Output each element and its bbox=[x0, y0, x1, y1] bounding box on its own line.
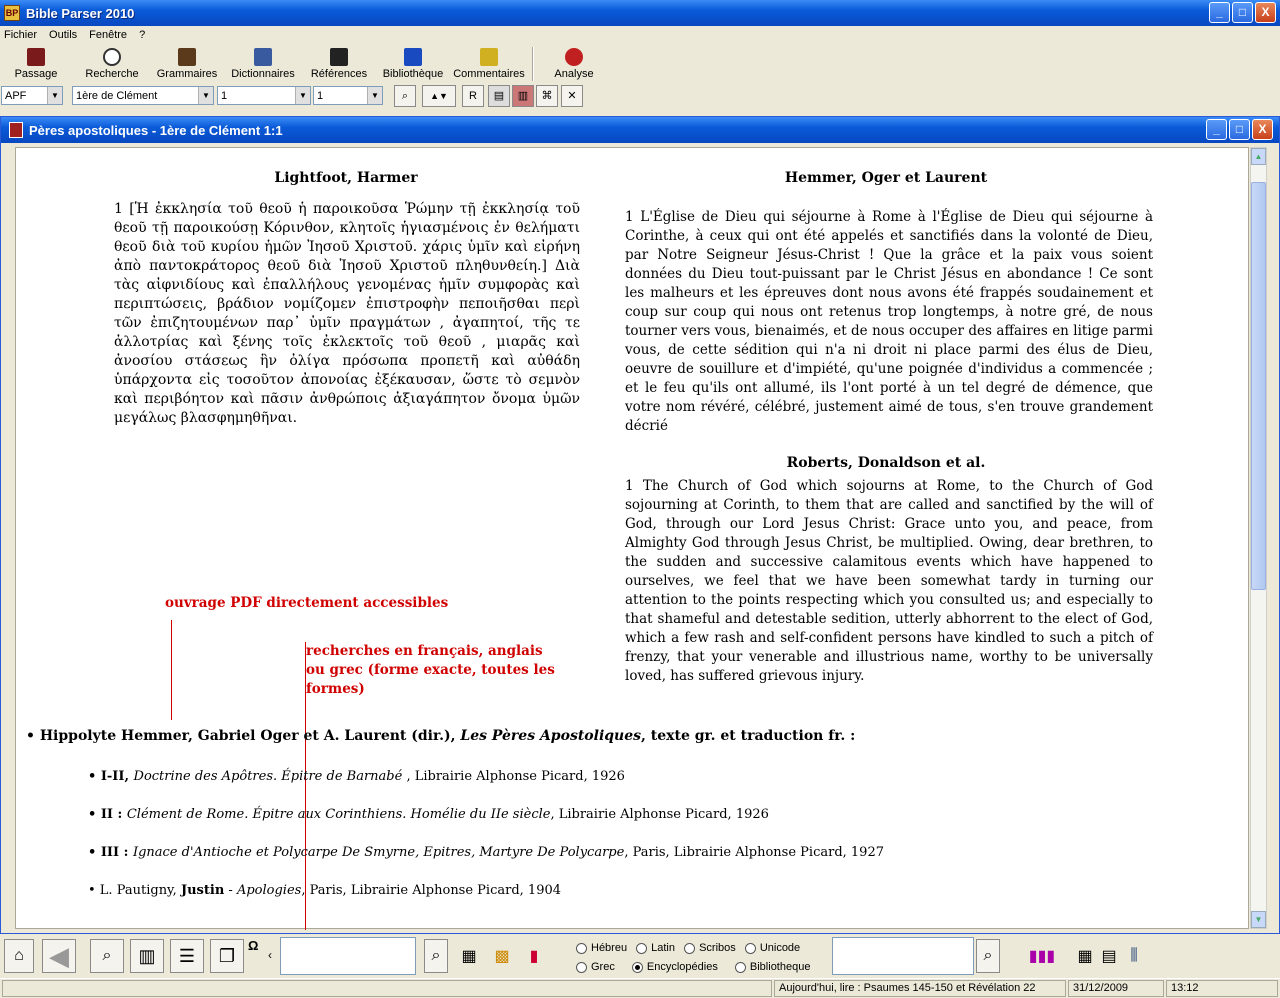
references-icon bbox=[330, 48, 348, 66]
table-icon[interactable]: ▤ bbox=[1101, 948, 1117, 965]
search-icon[interactable]: ⌕ bbox=[394, 85, 416, 107]
radio-grec[interactable]: Grec bbox=[576, 958, 615, 976]
close-button[interactable]: X bbox=[1255, 2, 1276, 23]
passage-icon bbox=[27, 48, 45, 66]
annotation-search-1: recherches en français, anglais bbox=[306, 643, 543, 659]
status-date: 31/12/2009 bbox=[1068, 980, 1164, 997]
annotation-search-2: ou grec (forme exacte, toutes les bbox=[306, 662, 555, 678]
tiles-icon[interactable]: ▩ bbox=[494, 948, 510, 965]
omega-icon[interactable]: Ω bbox=[248, 938, 259, 953]
document-titlebar[interactable] bbox=[1, 117, 1279, 143]
books-icon[interactable]: ▥ bbox=[512, 85, 534, 107]
annotation-line bbox=[171, 620, 172, 720]
doc-minimize-button[interactable]: _ bbox=[1206, 119, 1227, 140]
version-select[interactable]: APF ▼ bbox=[1, 86, 63, 105]
bar-chart-icon[interactable]: ▮ bbox=[529, 948, 539, 965]
minimize-button[interactable]: _ bbox=[1209, 2, 1230, 23]
search-icon bbox=[103, 48, 121, 66]
scroll-up-icon[interactable]: ▲ bbox=[1251, 148, 1266, 165]
chevron-down-icon: ▼ bbox=[295, 87, 310, 104]
chevron-down-icon: ▼ bbox=[198, 87, 213, 104]
annotation-search-3: formes) bbox=[306, 681, 365, 697]
references-button[interactable]: Références bbox=[304, 45, 374, 83]
chevron-down-icon: ▼ bbox=[47, 87, 62, 104]
back-icon[interactable]: ◀ bbox=[42, 939, 76, 973]
biblio-main: • Hippolyte Hemmer, Gabriel Oger et A. Laurent (dir.), Les Pères Apostoliques, texte gr. et traduction fr. : bbox=[26, 728, 856, 744]
menu-help[interactable]: ? bbox=[139, 29, 146, 41]
menu-fenetre[interactable]: Fenêtre bbox=[89, 29, 128, 41]
vertical-scrollbar[interactable] bbox=[1250, 147, 1267, 929]
scroll-thumb[interactable] bbox=[1251, 182, 1266, 590]
doc-maximize-button[interactable]: □ bbox=[1229, 119, 1250, 140]
chevron-down-icon: ▼ bbox=[367, 87, 382, 104]
radio-latin[interactable]: Latin bbox=[636, 939, 675, 957]
one-column-icon[interactable]: ☰ bbox=[170, 939, 204, 973]
search-go-icon[interactable]: ⌕ bbox=[424, 939, 448, 973]
grid-tools-icon[interactable]: ▦ bbox=[1077, 948, 1093, 965]
maximize-button[interactable]: □ bbox=[1232, 2, 1253, 23]
doc-close-button[interactable]: X bbox=[1252, 119, 1273, 140]
biblio-item-2: • II : Clément de Rome. Épitre aux Corinthiens. Homélie du IIe siècle, Librairie Alphonse Picard, 1926 bbox=[88, 807, 769, 822]
language-radio-row-2 bbox=[576, 958, 816, 976]
app-titlebar[interactable] bbox=[0, 0, 1280, 26]
greek-text: 1 [Ἡ ἐκκλησία τοῦ θεοῦ ἡ παροικοῦσα Ῥώμην τῇ ἐκκλησίᾳ τοῦ θεοῦ τῇ παροικούσῃ Κόρινθον, κλητοῖς ἡγιασμένοις ἐν θελήματι θεοῦ διὰ τοῦ κυρίου ἡμῶν Ἰησοῦ Χριστοῦ. χάρις ὑμῖν καὶ εἰρήνη ἀπὸ παντοκράτορος θεοῦ διὰ Ἰησοῦ Χριστοῦ πληθυνθείη.] Διὰ τὰς αἰφνιδίους καὶ ἐπαλλήλους γενομένας ἡμῖν συμφορὰς καὶ περιπτώσεις, βράδιον νομίζομεν ἐπιστροφὴν πεποιῆσθαι περὶ τῶν ἐπιζητουμένων παρ᾽ ὑμῖν πραγμάτων , ἀγαπητοί, τῆς τε ἀλλοτρίας καὶ ξένης τοῖς ἐκλεκτοῖς τοῦ θεοῦ , μιαρᾶς καὶ ἀνοσίου στάσεως ἣν ὀλίγα πρόσωπα προπετῆ καὶ αὐθάδη ὑπάρχοντα εἰς τοσοῦτον ἀπονοίας ἐξέκαυσαν, ὥστε τὸ σεμνὸν καὶ περιβόητον καὶ πᾶσιν ἀνθρώποις ἀξιαγάπητον ὄνομα ὑμῶν μεγάλως βλασφημηθῆναι. bbox=[114, 201, 580, 426]
two-columns-icon[interactable]: ▥ bbox=[130, 939, 164, 973]
status-empty bbox=[2, 980, 772, 997]
menu-fichier[interactable]: Fichier bbox=[4, 29, 38, 41]
bibliotheque-button[interactable]: Bibliothèque bbox=[374, 45, 452, 83]
dictionary-icon bbox=[254, 48, 272, 66]
encyclopedia-search-icon[interactable]: ⌕ bbox=[976, 939, 1000, 973]
commentaires-button[interactable]: Commentaires bbox=[452, 45, 526, 83]
bottom-toolbar bbox=[0, 936, 1280, 978]
biblio-item-4: • L. Pautigny, Justin - Apologies, Paris, Librairie Alphonse Picard, 1904 bbox=[88, 883, 562, 898]
biblio-item-3: • III : Ignace d'Antioche et Polycarpe De Smyrne, Epitres, Martyre De Polycarpe, Paris, Librairie Alphonse Picard, 1927 bbox=[88, 845, 884, 860]
status-time: 13:12 bbox=[1166, 980, 1278, 997]
recherche-button[interactable]: Recherche bbox=[72, 45, 152, 83]
encyclopedia-search-input[interactable] bbox=[832, 937, 974, 975]
chevron-left-icon[interactable]: ‹ bbox=[268, 948, 272, 962]
radio-hebreu[interactable]: Hébreu bbox=[576, 939, 627, 957]
book-icon bbox=[9, 122, 23, 138]
grid-icon[interactable]: ▦ bbox=[461, 948, 477, 965]
verse-select[interactable]: 1 ▼ bbox=[313, 86, 383, 105]
grammar-icon bbox=[178, 48, 196, 66]
document-content[interactable] bbox=[15, 147, 1249, 929]
bookshelf-icon[interactable]: ▮▮▮ bbox=[1028, 948, 1056, 965]
compare-icon[interactable]: ▤ bbox=[488, 85, 510, 107]
menu-outils[interactable]: Outils bbox=[49, 29, 78, 41]
tools-icon[interactable]: ✕ bbox=[561, 85, 583, 107]
r-button[interactable]: R bbox=[462, 85, 484, 107]
grammaires-button[interactable]: Grammaires bbox=[152, 45, 222, 83]
document-title: Pères apostoliques - 1ère de Clément 1:1 bbox=[29, 122, 283, 138]
spin-updown-icon[interactable]: ▲▼ bbox=[422, 85, 456, 107]
main-toolbar bbox=[0, 45, 1280, 83]
comments-icon bbox=[480, 48, 498, 66]
home-icon[interactable]: ⌂ bbox=[4, 939, 34, 973]
radio-encyclopedies[interactable]: Encyclopédies bbox=[632, 958, 718, 976]
dictionnaires-button[interactable]: Dictionnaires bbox=[222, 45, 304, 83]
analyse-button[interactable]: Analyse bbox=[540, 45, 608, 83]
document-window bbox=[0, 116, 1280, 934]
language-radio-row-1 bbox=[576, 939, 806, 957]
status-reading: Aujourd'hui, lire : Psaumes 145-150 et Révélation 22 bbox=[774, 980, 1066, 997]
columns-icon[interactable]: ⫼ bbox=[1130, 947, 1138, 964]
annotation-pdf: ouvrage PDF directement accessibles bbox=[165, 595, 449, 611]
status-bar bbox=[0, 978, 1280, 998]
book-select[interactable]: 1ère de Clément ▼ bbox=[72, 86, 214, 105]
scroll-down-icon[interactable]: ▼ bbox=[1251, 911, 1266, 928]
english-text: 1 The Church of God which sojourns at Rome, to the Church of God sojourning at Corinth, to them that are called and sanctified by the will of God, through our Lord Jesus Christ: Grace unto you, and peace, from Almighty God through Jesus Christ, be multiplied. Owing, dear brethren, to the sudden and successive calamitous events which have happened to ourselves, we feel that we have been somewhat tardy in turning our attention to the points respecting which you consulted us; and especially to that shameful and detestable sedition, utterly abhorrent to the elect of God, which a few rash and self-confident persons have kindled to such a pitch of frenzy, that your venerable and illustrious name, worthy to be universally loved, has suffered grievous injury. bbox=[625, 478, 1153, 684]
right-column-heading-1: Hemmer, Oger et Laurent bbox=[784, 170, 988, 186]
chapter-select[interactable]: 1 ▼ bbox=[217, 86, 311, 105]
document-frame bbox=[1, 143, 1279, 933]
french-text: 1 L'Église de Dieu qui séjourne à Rome à l'Église de Dieu qui séjourne à Corinthe, à ceux qui ont été appelés et sanctifiés dans la volonté de Dieu, par Notre Seigneur Jésus-Christ ! Que la grâce et la paix vous soient données du Dieu tout-puissant par le Christ Jésus en abondance ! Ce sont les malheurs et les épreuves dont nous avons été frappés soudainement et coup sur coup qui nous ont retenus trop longtemps, à notre gré, de nous tourner vers vous, bienaimés, et de nous occuper des affaires en litige parmi vous, de cette sédition qui n'a ni droit ni place parmi des élus de Dieu, oeuvre de souillure et d'impiété, qu'une poignée d'individus a commencée ; et le feu qu'ils ont allumé, ils l'ont porté à un tel degré de démence, que votre nom révéré, célébré, justement aimé de tous, s'en trouve grandement décrié bbox=[625, 209, 1153, 434]
tree-icon[interactable]: ⌘ bbox=[536, 85, 558, 107]
radio-unicode[interactable]: Unicode bbox=[745, 939, 800, 957]
left-column-heading: Lightfoot, Harmer bbox=[274, 170, 418, 186]
passage-button[interactable]: Passage bbox=[0, 45, 72, 83]
toolbar-separator bbox=[532, 47, 534, 81]
analysis-icon bbox=[565, 48, 583, 66]
search-input[interactable] bbox=[280, 937, 416, 975]
radio-scribos[interactable]: Scribos bbox=[684, 939, 736, 957]
menu-bar bbox=[0, 26, 1280, 44]
navigation-bar bbox=[0, 84, 1280, 108]
app-icon: BP bbox=[4, 5, 20, 21]
windows-icon[interactable]: ❐ bbox=[210, 939, 244, 973]
right-column-heading-2: Roberts, Donaldson et al. bbox=[786, 455, 986, 471]
app-title: Bible Parser 2010 bbox=[26, 5, 135, 21]
library-icon bbox=[404, 48, 422, 66]
zoom-search-icon[interactable]: ⌕ bbox=[90, 939, 124, 973]
radio-bibliotheque[interactable]: Bibliotheque bbox=[735, 958, 811, 976]
biblio-item-1: • I-II, Doctrine des Apôtres. Épitre de Barnabé , Librairie Alphonse Picard, 1926 bbox=[88, 769, 625, 784]
